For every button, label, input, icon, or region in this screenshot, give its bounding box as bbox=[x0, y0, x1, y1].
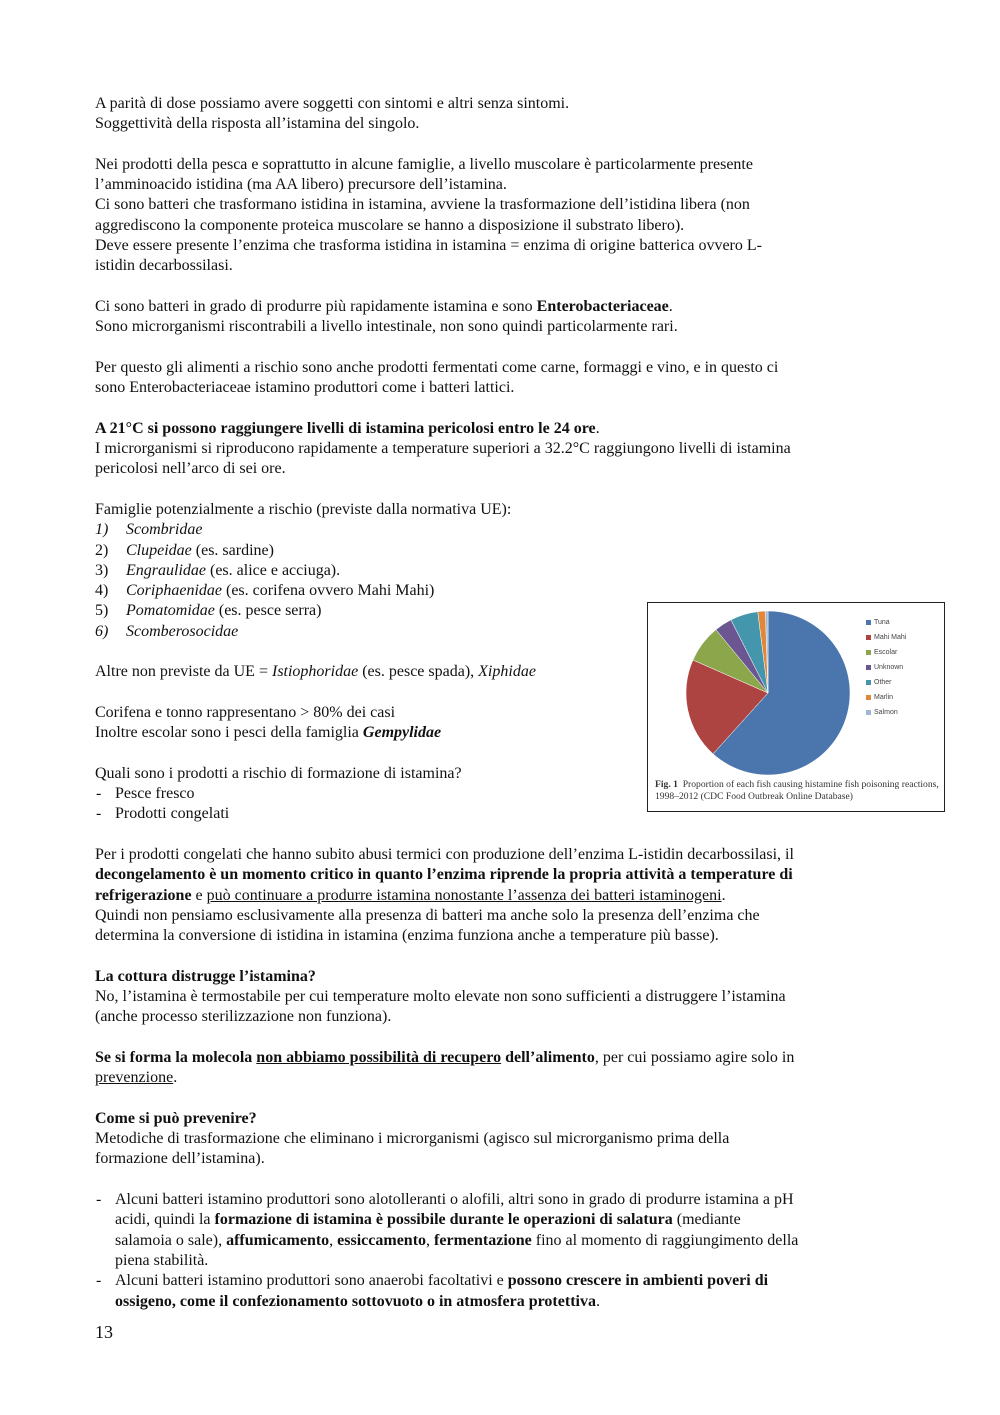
chart-legend bbox=[866, 615, 906, 720]
list-item: - Alcuni batteri istamino produttori sono anaerobi facoltativi e possono crescere in ambienti poveri di ossigeno, come il confezionamento sottovuoto o in atmosfera protettiva. bbox=[96, 1272, 769, 1310]
legend-swatch bbox=[866, 680, 871, 685]
text-line: Se si forma la molecola non abbiamo possibilità di recupero dell’alimento, per cui possiamo agire solo in bbox=[95, 1048, 795, 1066]
bold-statement: A 21°C si possono raggiungere livelli di istamina pericolosi entro le 24 ore bbox=[95, 419, 596, 437]
list-item: - Pesce fresco bbox=[96, 785, 195, 803]
family-list-item: 3) Engraulidae (es. alice e acciuga). bbox=[95, 561, 341, 579]
text-line: I microrganismi si riproducono rapidamente a temperature superiori a 32.2°C raggiungono livelli di istamina bbox=[95, 440, 791, 458]
text-line: sono Enterobacteriaceae istamino produttori come i batteri lattici. bbox=[95, 379, 515, 397]
legend-label: Mahi Mahi bbox=[874, 634, 907, 641]
legend-label: Unknown bbox=[874, 664, 904, 671]
text-line: Nei prodotti della pesca e soprattutto in alcune famiglie, a livello muscolare è particolarmente presente bbox=[95, 155, 753, 173]
text-line: refrigerazione e può continuare a produrre istamina nonostante l’assenza dei batteri istaminogeni. bbox=[95, 886, 726, 904]
text-line: Altre non previste da UE = Istiophoridae (es. pesce spada), Xiphidae bbox=[95, 663, 536, 681]
section-heading: Come si può prevenire? bbox=[95, 1109, 257, 1127]
legend-item bbox=[866, 660, 906, 675]
legend-label: Marlin bbox=[874, 694, 894, 701]
text-line: decongelamento è un momento critico in quanto l’enzima riprende la propria attività a temperature di bbox=[95, 866, 793, 884]
legend-swatch bbox=[866, 710, 871, 715]
text-line: Sono microrganismi riscontrabili a livello intestinale, non sono quindi particolarmente rari. bbox=[95, 318, 678, 336]
legend-item bbox=[866, 615, 906, 630]
legend-label: Other bbox=[874, 679, 892, 686]
text-line: istidin decarbossilasi. bbox=[95, 257, 233, 275]
text-line: formazione dell’istamina). bbox=[95, 1150, 265, 1168]
text-line: Per i prodotti congelati che hanno subito abusi termici con produzione dell’enzima L-istidin decarbossilasi, il bbox=[95, 845, 794, 863]
page-number: 13 bbox=[95, 1322, 113, 1342]
text-line: (anche processo sterilizzazione non funziona). bbox=[95, 1008, 392, 1026]
figure-pie-chart bbox=[647, 602, 945, 812]
legend-item bbox=[866, 675, 906, 690]
legend-label: Tuna bbox=[874, 619, 890, 626]
text-line: l’amminoacido istidina (ma AA libero) precursore dell’istamina. bbox=[95, 176, 507, 194]
text-line: Quali sono i prodotti a rischio di formazione di istamina? bbox=[95, 764, 462, 782]
legend-label: Escolar bbox=[874, 649, 898, 656]
legend-swatch bbox=[866, 695, 871, 700]
legend-item bbox=[866, 705, 906, 720]
text-line: Deve essere presente l’enzima che trasforma istidina in istamina = enzima di origine batterica ovvero L- bbox=[95, 237, 762, 255]
text-line: aggrediscono la componente proteica muscolare se hanno a disposizione il substrato libero). bbox=[95, 216, 685, 234]
text-line: Quindi non pensiamo esclusivamente alla presenza di batteri ma anche solo la presenza dell’enzima che bbox=[95, 906, 760, 924]
list-item: - Alcuni batteri istamino produttori sono alotolleranti o alofili, altri sono in grado di produrre istamina a pH acidi, quindi la formazione di istamina è possibile durante le operazioni di salatura (mediante salamoia o sale), affumicamento, essiccamento, fermentazione fino al momento di raggiungimento della piena stabilità. bbox=[96, 1191, 799, 1269]
text-line: Per questo gli alimenti a rischio sono anche prodotti fermentati come carne, formaggi e vino, e in questo ci bbox=[95, 358, 779, 376]
text-line: pericolosi nell’arco di sei ore. bbox=[95, 460, 286, 478]
legend-swatch bbox=[866, 665, 871, 670]
text-line: Ci sono batteri in grado di produrre più rapidamente istamina e sono Enterobacteriaceae. bbox=[95, 297, 673, 315]
text-line: prevenzione. bbox=[95, 1069, 178, 1087]
text-line: Corifena e tonno rappresentano > 80% dei casi bbox=[95, 703, 396, 721]
list-item: - Prodotti congelati bbox=[96, 805, 230, 823]
legend-item bbox=[866, 645, 906, 660]
text-line: Soggettività della risposta all’istamina del singolo. bbox=[95, 115, 420, 133]
text-line: Inoltre escolar sono i pesci della famiglia Gempylidae bbox=[95, 724, 442, 742]
text-line: determina la conversione di istidina in istamina (enzima funziona anche a temperature più basse). bbox=[95, 927, 719, 945]
text-line: No, l’istamina è termostabile per cui temperature molto elevate non sono sufficienti a distruggere l’istamina bbox=[95, 988, 786, 1006]
legend-label: Salmon bbox=[874, 709, 898, 716]
family-list-item: 2) Clupeidae (es. sardine) bbox=[95, 541, 274, 559]
family-list-item: 5) Pomatomidae (es. pesce serra) bbox=[95, 602, 322, 620]
legend-swatch bbox=[866, 620, 871, 625]
family-list-item: 6) Scomberosocidae bbox=[95, 622, 239, 640]
text-line: A parità di dose possiamo avere soggetti con sintomi e altri senza sintomi. bbox=[95, 95, 570, 112]
family-list-item: 1) Scombridae bbox=[95, 521, 203, 539]
legend-swatch bbox=[866, 635, 871, 640]
text-line: Ci sono batteri che trasformano istidina in istamina, avviene la trasformazione dell’istidina libera (non bbox=[95, 196, 750, 214]
family-list-item: 4) Coriphaenidae (es. corifena ovvero Mahi Mahi) bbox=[95, 582, 435, 600]
bold-term: Enterobacteriaceae bbox=[536, 297, 669, 315]
text-line: Metodiche di trasformazione che eliminano i microrganismi (agisco sul microrganismo prima della bbox=[95, 1130, 730, 1148]
legend-item bbox=[866, 630, 906, 645]
text-line: Famiglie potenzialmente a rischio (previste dalla normativa UE): bbox=[95, 500, 512, 518]
legend-item bbox=[866, 690, 906, 705]
figure-caption: Fig. 1 Proportion of each fish causing histamine fish poisoning reactions, 1998–2012 (CDC Food Outbreak Online Database) bbox=[655, 779, 939, 802]
text-line: A 21°C si possono raggiungere livelli di istamina pericolosi entro le 24 ore. bbox=[95, 419, 600, 437]
legend-swatch bbox=[866, 650, 871, 655]
section-heading: La cottura distrugge l’istamina? bbox=[95, 967, 316, 985]
